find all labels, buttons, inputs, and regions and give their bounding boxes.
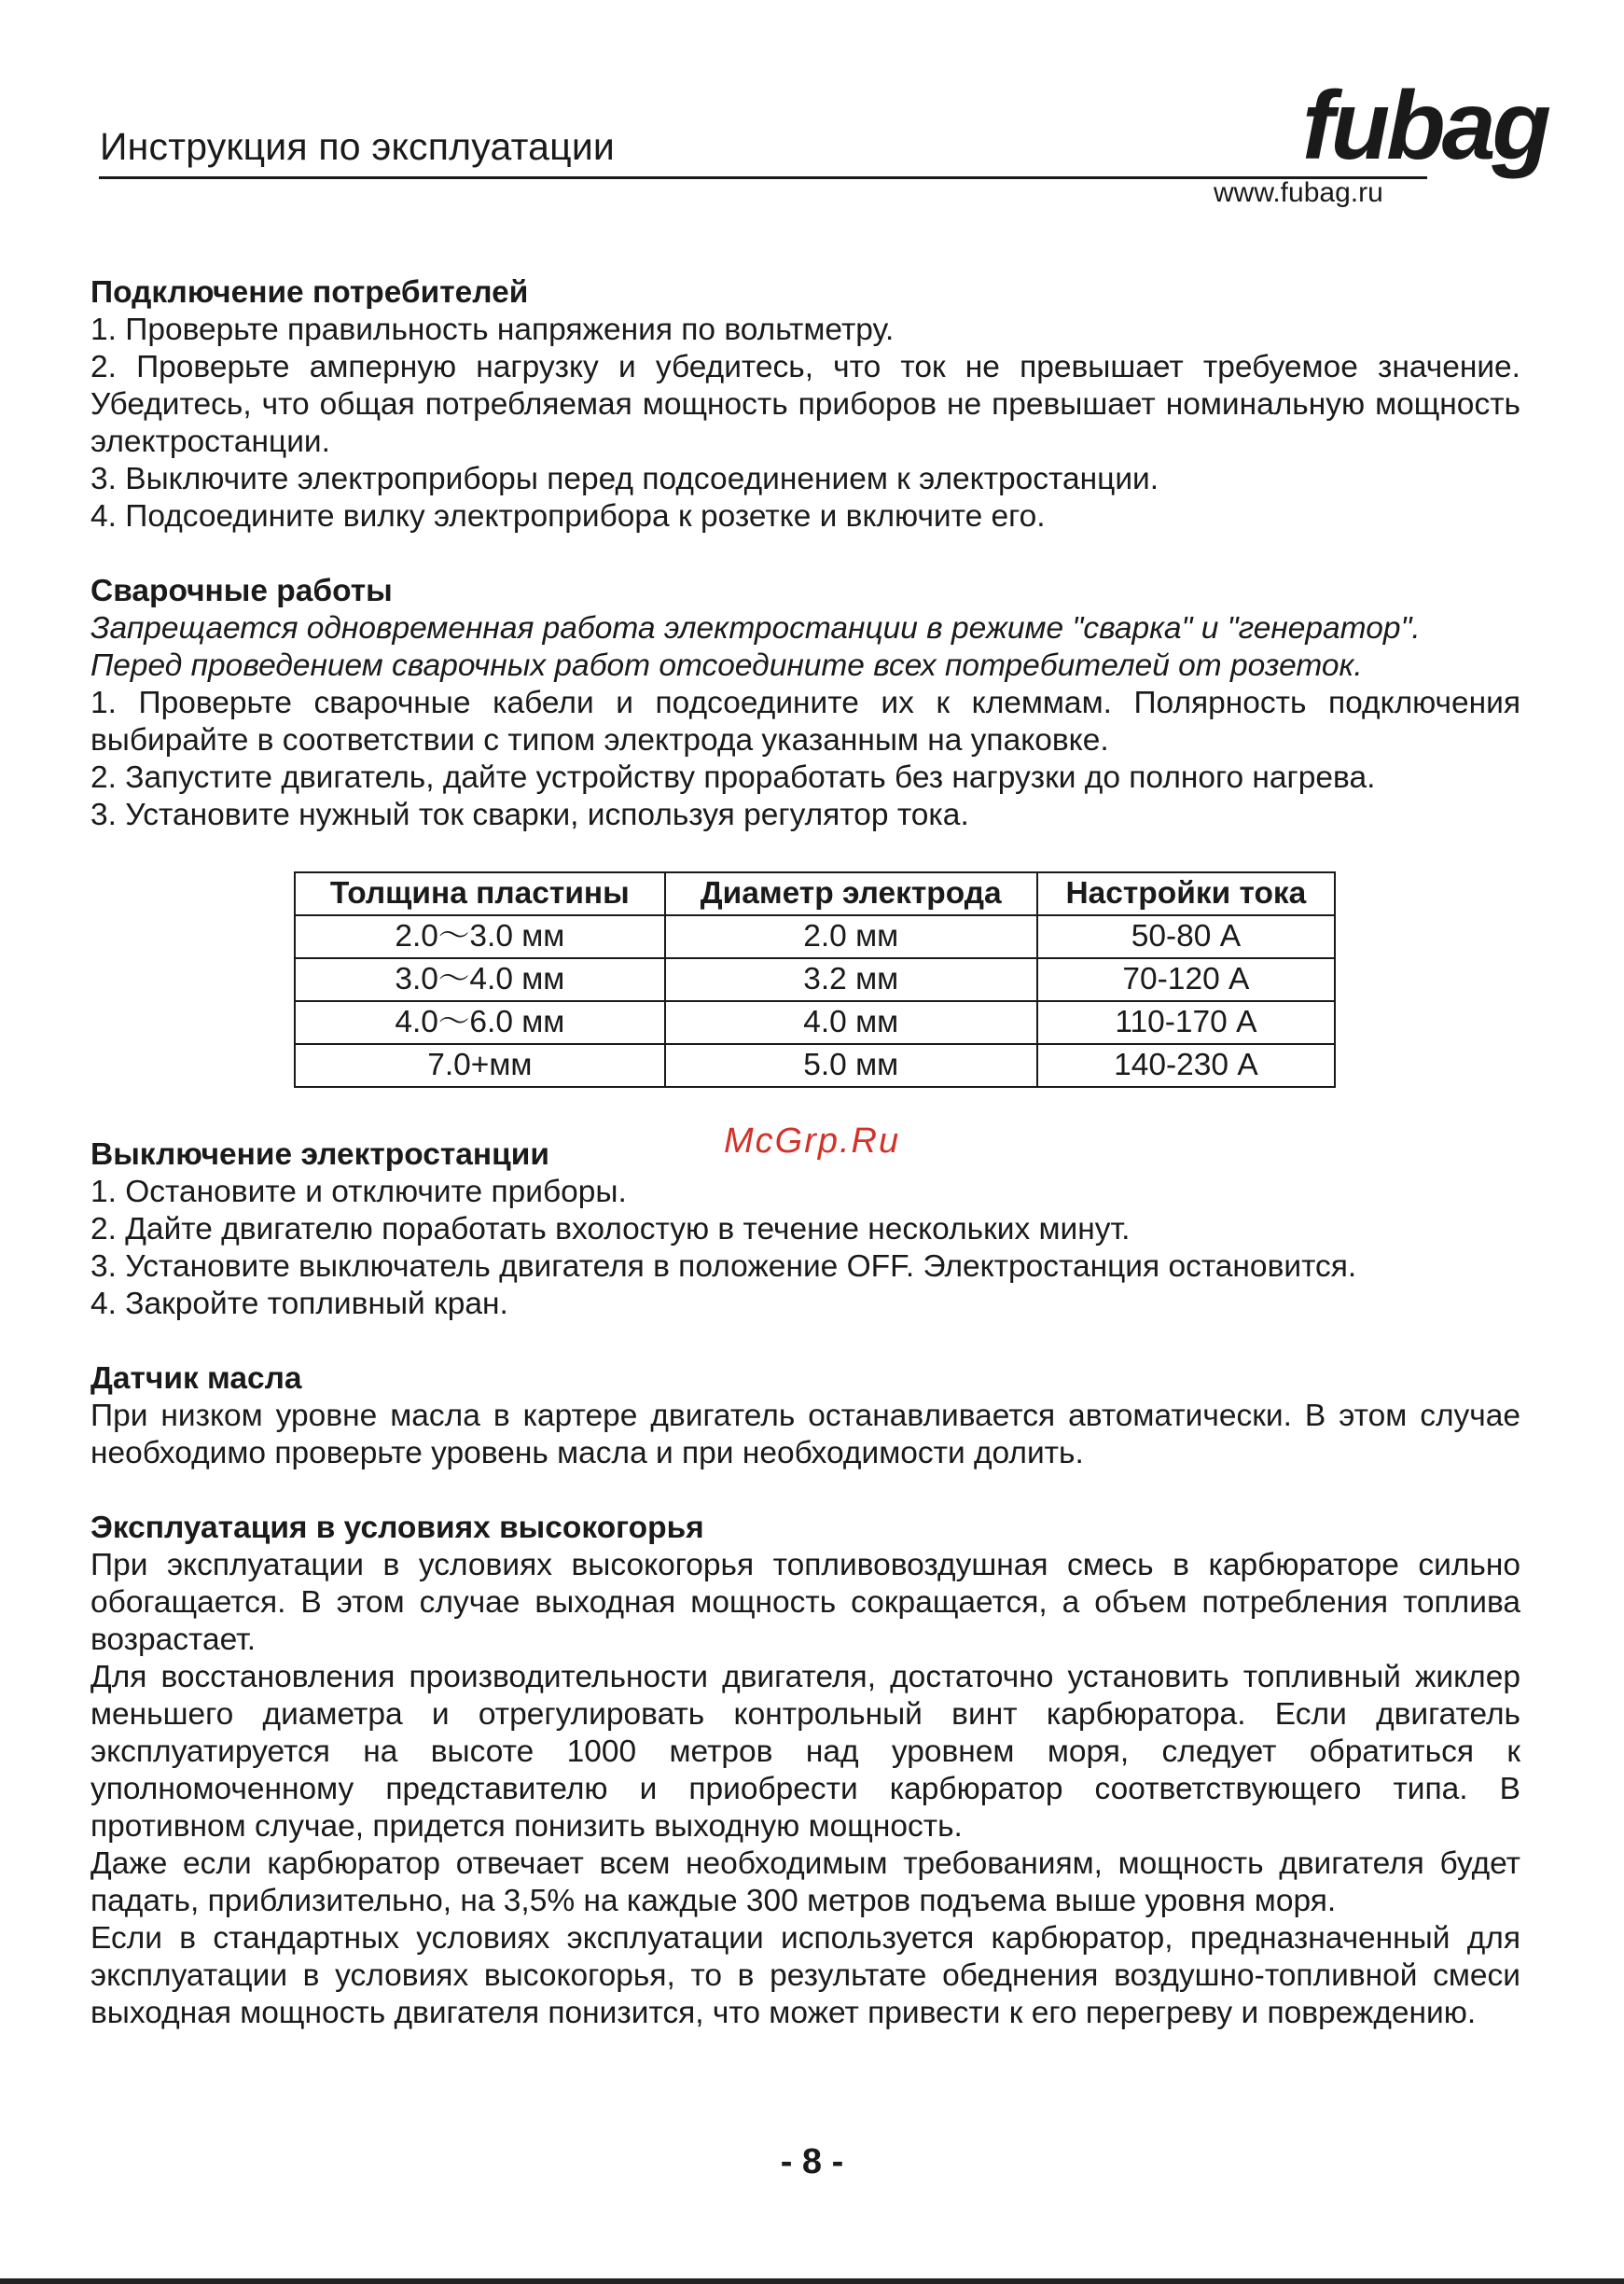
section-heading: Сварочные работы <box>90 574 393 608</box>
page-content <box>90 274 1520 2069</box>
svg-text:fubag: fubag <box>1302 72 1548 180</box>
section-heading: Датчик масла <box>90 1361 302 1396</box>
paragraph: Даже если карбюратор отвечает всем необходимым требованиям, мощность двигателя будет падать, приблизительно, на 3,5% на каждые 300 метров подъема выше уровня моря. <box>90 1846 1520 1918</box>
table-cell: 4.0 мм <box>665 1001 1037 1044</box>
table-cell: 7.0+мм <box>295 1044 665 1087</box>
table-cell: 3.2 мм <box>665 958 1037 1001</box>
table-cell: 110-170 А <box>1037 1001 1335 1044</box>
table-cell: 2.0 мм <box>665 915 1037 958</box>
table-header-row <box>295 872 1335 915</box>
section-connecting-consumers <box>90 274 1520 536</box>
welding-current-table <box>294 871 1336 1088</box>
section-high-altitude <box>90 1510 1520 2032</box>
bottom-edge <box>0 2278 1624 2284</box>
section-heading: Подключение потребителей <box>90 275 529 310</box>
paragraph: 2. Проверьте амперную нагрузку и убедитесь, что ток не превышает требуемое значение. Убедитесь, что общая потребляемая мощность приборов не превышает номинальную мощность электростанции. <box>90 350 1520 459</box>
section-shutdown <box>90 1136 1520 1323</box>
section-welding <box>90 573 1520 834</box>
section-heading: Выключение электростанции <box>90 1137 549 1172</box>
paragraph: 3. Установите выключатель двигателя в положение OFF. Электростанция остановится. <box>90 1249 1357 1284</box>
table-cell: 2.0～3.0 мм <box>295 915 665 958</box>
table-row <box>295 1001 1335 1044</box>
paragraph: При эксплуатации в условиях высокогорья топливовоздушная смесь в карбюраторе сильно обогащается. В этом случае выходная мощность сокращается, а объем потребления топлива возрастает. <box>90 1548 1520 1657</box>
section-oil-sensor <box>90 1360 1520 1472</box>
paragraph: 1. Остановите и отключите приборы. <box>90 1175 627 1209</box>
paragraph: Если в стандартных условиях эксплуатации используется карбюратор, предназначенный для эксплуатации в условиях высокогорья, то в результате обеднения воздушно-топливной смеси выходная мощность двигателя понизится, что может привести к его перегреву и повреждению. <box>90 1921 1520 2030</box>
table-row <box>295 915 1335 958</box>
warning-text: Перед проведением сварочных работ отсоедините всех потребителей от розеток. <box>90 648 1363 683</box>
table-cell: 5.0 мм <box>665 1044 1037 1087</box>
column-header: Диаметр электрода <box>665 872 1037 915</box>
page-number: - 8 - <box>780 2142 844 2181</box>
paragraph: При низком уровне масла в картере двигатель останавливается автоматически. В этом случае необходимо проверьте уровень масла и при необходимости долить. <box>90 1399 1520 1470</box>
paragraph: 1. Проверьте сварочные кабели и подсоедините их к клеммам. Полярность подключения выбирайте в соответствии с типом электрода указанным на упаковке. <box>90 686 1520 758</box>
column-header: Толщина пластины <box>295 872 665 915</box>
table-cell: 140-230 А <box>1037 1044 1335 1087</box>
table-row <box>295 958 1335 1001</box>
section-heading: Эксплуатация в условиях высокогорья <box>90 1511 704 1545</box>
table-cell: 4.0～6.0 мм <box>295 1001 665 1044</box>
paragraph: 4. Подсоедините вилку электроприбора к розетке и включите его. <box>90 499 1046 534</box>
paragraph: 3. Установите нужный ток сварки, используя регулятор тока. <box>90 798 969 832</box>
paragraph: 2. Запустите двигатель, дайте устройству проработать без нагрузки до полного нагрева. <box>90 760 1376 795</box>
paragraph: 2. Дайте двигателю поработать вхолостую в течение нескольких минут. <box>90 1212 1131 1246</box>
warning-text: Запрещается одновременная работа электростанции в режиме "сварка" и "генератор". <box>90 611 1421 646</box>
table-cell: 3.0～4.0 мм <box>295 958 665 1001</box>
table-cell: 50-80 А <box>1037 915 1335 958</box>
paragraph: 3. Выключите электроприборы перед подсоединением к электростанции. <box>90 462 1159 496</box>
document-title: Инструкция по эксплуатации <box>100 125 616 168</box>
watermark-text: McGrp.Ru <box>724 1121 901 1161</box>
paragraph: 4. Закройте топливный кран. <box>90 1287 508 1321</box>
paragraph: 1. Проверьте правильность напряжения по вольтметру. <box>90 313 895 347</box>
fubag-logo <box>1298 72 1548 194</box>
table-row <box>295 1044 1335 1087</box>
website-url[interactable]: www.fubag.ru <box>1214 177 1383 208</box>
column-header: Настройки тока <box>1037 872 1335 915</box>
table-cell: 70-120 А <box>1037 958 1335 1001</box>
welding-table-wrapper <box>294 871 1336 1088</box>
paragraph: Для восстановления производительности двигателя, достаточно установить топливный жиклер меньшего диаметра и отрегулировать контрольный винт карбюратора. Если двигатель эксплуатируется на высоте 1000 метров над уровнем моря, следует обратиться к уполномоченному представителю и приобрести карбюратор соответствующего типа. В противном случае, придется понизить выходную мощность. <box>90 1660 1520 1844</box>
